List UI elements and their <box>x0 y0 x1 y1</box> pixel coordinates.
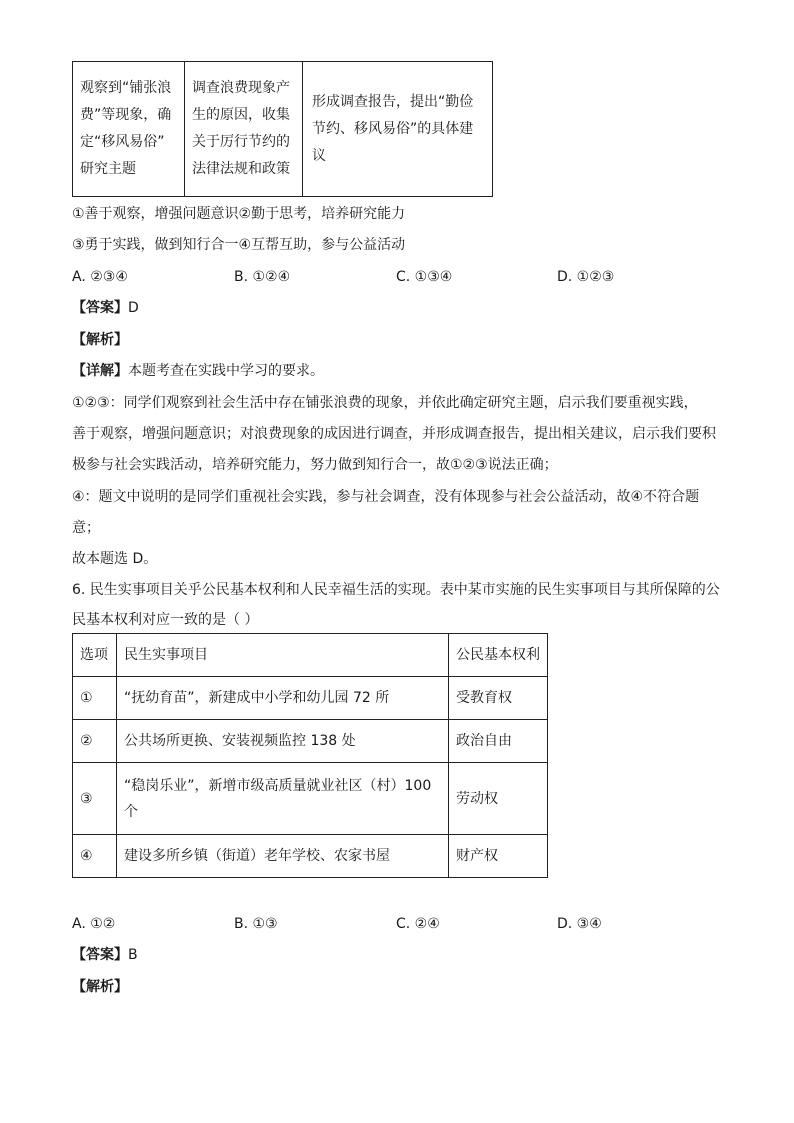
cell-line: 费”等现象，确 <box>80 107 172 123</box>
header-option: 选项 <box>73 634 117 677</box>
step-cell-2 <box>185 62 303 197</box>
cell-line: 议 <box>312 147 326 164</box>
question-stem: 民基本权利对应一致的是（ ） <box>72 612 259 628</box>
table-row <box>73 763 548 835</box>
detail-line: 善于观察，增强问题意识；对浪费现象的成因进行调查，并形成调查报告，提出相关建议，启示我们要积 <box>72 426 716 442</box>
cell-line: 定“移风易俗” <box>80 134 165 150</box>
livelihood-projects-table <box>72 633 548 878</box>
statement-line: ③勇于实践，做到知行合一④互帮互助，参与公益活动 <box>72 237 406 253</box>
option-d[interactable]: D. ①②③ <box>557 269 615 285</box>
row-right: 政治自由 <box>449 720 548 763</box>
row-item: 公共场所更换、安装视频监控 138 处 <box>117 720 449 763</box>
answer-value: D <box>128 300 139 316</box>
header-right: 公民基本权利 <box>449 634 548 677</box>
answer-line <box>72 945 138 965</box>
row-option: ① <box>73 677 117 720</box>
table-row <box>73 677 548 720</box>
detail-text: 本题考查在实践中学习的要求。 <box>128 363 324 379</box>
analysis-tag: 【解析】 <box>72 332 128 348</box>
table-row <box>73 720 548 763</box>
cell-line: 关于厉行节约的 <box>192 134 290 150</box>
table-row <box>73 835 548 878</box>
header-item: 民生实事项目 <box>117 634 449 677</box>
detail-line <box>72 361 324 381</box>
answer-tag: 【答案】 <box>72 300 128 316</box>
answer-tag: 【答案】 <box>72 947 128 963</box>
row-option: ④ <box>73 835 117 878</box>
option-b[interactable]: B. ①③ <box>234 916 278 932</box>
table-header-row <box>73 634 548 677</box>
row-option: ③ <box>73 763 117 835</box>
detail-tag: 【详解】 <box>72 363 128 379</box>
row-right: 受教育权 <box>449 677 548 720</box>
cell-line: 调查浪费现象产 <box>192 80 290 96</box>
detail-line: ①②③：同学们观察到社会生活中存在铺张浪费的现象，并依此确定研究主题，启示我们要重视实践， <box>72 395 698 411</box>
row-item: 建设多所乡镇（街道）老年学校、农家书屋 <box>117 835 449 878</box>
detail-line: 极参与社会实践活动，培养研究能力，努力做到知行合一，故①②③说法正确； <box>72 457 558 473</box>
answer-value: B <box>128 947 138 963</box>
answer-line <box>72 298 139 318</box>
option-a[interactable]: A. ①② <box>72 916 116 932</box>
question-stem: 6. 民生实事项目关乎公民基本权利和人民幸福生活的实现。表中某市实施的民生实事项目与其所保障的公 <box>72 582 720 598</box>
row-option: ② <box>73 720 117 763</box>
step-cell-3 <box>303 62 493 197</box>
row-item <box>117 763 449 835</box>
option-c[interactable]: C. ②④ <box>396 916 440 932</box>
row-item: “抚幼育苗”，新建成中小学和幼儿园 72 所 <box>117 677 449 720</box>
cell-line: 形成调查报告，提出“勤俭 <box>312 93 474 110</box>
option-a[interactable]: A. ②③④ <box>72 269 128 285</box>
cell-line: 法律法规和政策 <box>192 161 290 177</box>
detail-line: 意； <box>72 520 100 536</box>
option-d[interactable]: D. ③④ <box>557 916 602 932</box>
cell-line: 研究主题 <box>80 161 136 177</box>
item-line: 个 <box>124 803 138 820</box>
detail-line: ④：题文中说明的是同学们重视社会实践，参与社会调查，没有体现参与社会公益活动，故④不符合题 <box>72 489 700 505</box>
row-right: 劳动权 <box>449 763 548 835</box>
research-steps-table <box>72 61 493 197</box>
option-b[interactable]: B. ①②④ <box>234 269 291 285</box>
option-c[interactable]: C. ①③④ <box>396 269 453 285</box>
cell-line: 节约、移风易俗”的具体建 <box>312 120 474 137</box>
detail-line: 故本题选 D。 <box>72 551 158 567</box>
analysis-tag: 【解析】 <box>72 979 128 995</box>
step-cell-1 <box>73 62 185 197</box>
cell-line: 观察到“铺张浪 <box>80 80 172 96</box>
cell-line: 生的原因，收集 <box>192 107 290 123</box>
item-line: “稳岗乐业”，新增市级高质量就业社区（村）100 <box>124 777 432 794</box>
statement-line: ①善于观察，增强问题意识②勤于思考，培养研究能力 <box>72 206 406 222</box>
row-right: 财产权 <box>449 835 548 878</box>
